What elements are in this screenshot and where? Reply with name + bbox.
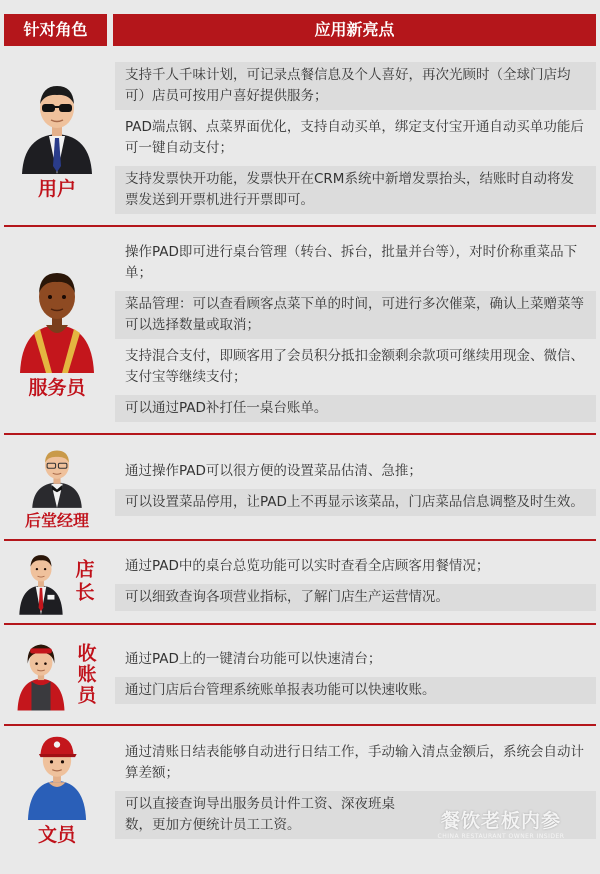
clerk-avatar-icon bbox=[24, 732, 90, 820]
feature-column-header: 应用新亮点 bbox=[113, 14, 596, 46]
role-cell bbox=[4, 227, 110, 433]
feature-item: 支持千人千味计划，可记录点餐信息及个人喜好，再次光顾时（全球门店均可）店员可按用户喜好提供服务； bbox=[115, 62, 596, 110]
feature-item: 通过PAD中的桌台总览功能可以实时查看全店顾客用餐情况； bbox=[125, 558, 490, 574]
role-cell bbox=[4, 625, 110, 724]
role-cell bbox=[4, 541, 110, 623]
role-cell bbox=[4, 435, 110, 539]
store-manager-avatar-icon bbox=[17, 549, 65, 615]
table-row bbox=[4, 227, 596, 435]
feature-item: 操作PAD即可进行桌台管理（转台、拆台，批量并台等），对时价称重菜品下单； bbox=[125, 243, 578, 281]
feature-item: 可以通过PAD补打任一桌台账单。 bbox=[115, 395, 596, 422]
feature-item: 菜品管理：可以查看顾客点菜下单的时间，可进行多次催菜，确认上菜赠菜等可以选择数量或取消； bbox=[115, 291, 596, 339]
role-label: 店长 bbox=[72, 559, 95, 605]
feature-item: 可以细致查询各项营业指标，了解门店生产运营情况。 bbox=[115, 584, 596, 611]
feature-item: 可以设置菜品停用，让PAD上不再显示该菜品，门店菜品信息调整及时生效。 bbox=[115, 489, 596, 516]
feature-list bbox=[115, 625, 596, 724]
feature-item: PAD端点钢、点菜界面优化，支持自动买单，绑定支付宝开通自动买单功能后可一键自动支付； bbox=[125, 118, 584, 156]
feature-item: 支持混合支付，即顾客用了会员积分抵扣金额剩余款项可继续用现金、微信、支付宝等继续支付； bbox=[125, 347, 584, 385]
waiter-avatar-icon bbox=[16, 261, 98, 373]
feature-item: 通过门店后台管理系统账单报表功能可以快速收账。 bbox=[115, 677, 596, 704]
role-column-header: 针对角色 bbox=[4, 14, 107, 46]
feature-list bbox=[115, 435, 596, 539]
feature-item: 通过PAD上的一键清台功能可以快速清台； bbox=[125, 650, 382, 667]
watermark-logo bbox=[416, 806, 586, 840]
role-label: 服务员 bbox=[28, 376, 86, 399]
role-cell bbox=[4, 50, 110, 225]
user-avatar-icon bbox=[16, 74, 98, 174]
feature-item: 通过操作PAD可以很方便的设置菜品估清、急推； bbox=[125, 463, 422, 479]
feature-item: 支持发票快开功能，发票快开在CRM系统中新增发票抬头，结账时自动将发票发送到开票机进行开票即可。 bbox=[115, 166, 596, 214]
table-row bbox=[4, 50, 596, 227]
table-row bbox=[4, 625, 596, 726]
table-row bbox=[4, 435, 596, 541]
feature-list bbox=[115, 541, 596, 623]
role-label: 收账员 bbox=[74, 643, 97, 706]
role-cell bbox=[4, 726, 110, 852]
feature-list bbox=[115, 50, 596, 225]
feature-list bbox=[115, 227, 596, 433]
cashier-avatar-icon bbox=[15, 638, 67, 712]
role-label: 用户 bbox=[37, 178, 76, 200]
role-label: 后堂经理 bbox=[24, 510, 89, 530]
table-row bbox=[4, 541, 596, 625]
feature-item: 可以直接查询导出服务员计件工资、深夜班桌数，更加方便统计员工工资。 bbox=[115, 791, 596, 839]
feature-item: 通过清账日结表能够自动进行日结工作，手动输入清点金额后，系统会自动计算差额； bbox=[125, 744, 584, 781]
watermark-sub: CHINA RESTAURANT OWNER INSIDER bbox=[437, 833, 565, 840]
kitchen-manager-avatar-icon bbox=[28, 444, 86, 508]
role-label: 文员 bbox=[37, 823, 76, 846]
watermark-main: 餐饮老板内参 bbox=[440, 810, 561, 832]
